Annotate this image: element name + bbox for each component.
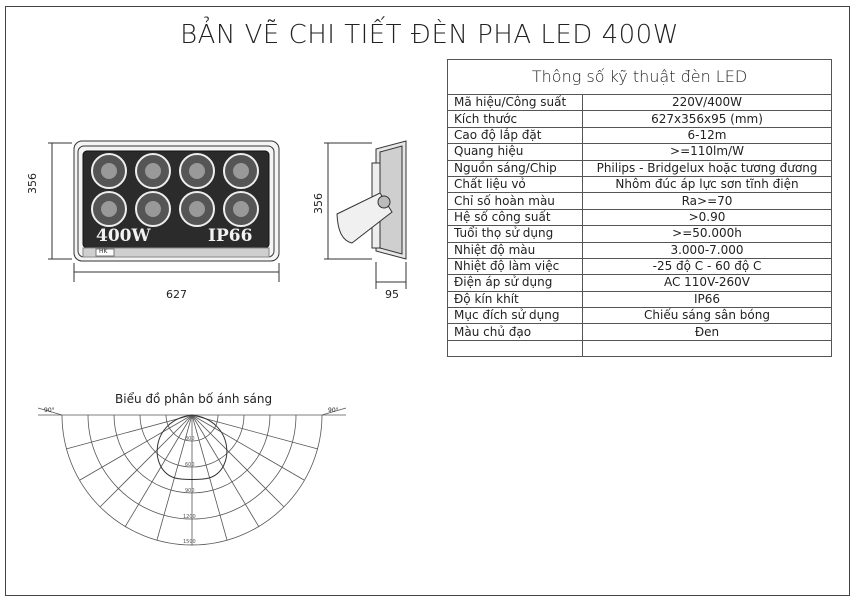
spec-panel <box>447 59 832 346</box>
light-distribution-diagram <box>38 408 346 545</box>
ring-label: 600 <box>185 462 195 468</box>
spec-value: 3.000-7.000 <box>583 242 832 258</box>
spec-value: Ra>=70 <box>583 193 832 209</box>
spec-label: Cao độ lắp đặt <box>448 127 583 143</box>
ring-label: 300 <box>185 436 195 442</box>
light-diagram-title: Biểu đồ phân bố ánh sáng <box>115 392 273 406</box>
spec-row <box>448 144 832 160</box>
angle-right-label: 90° <box>328 407 339 414</box>
badge-power: 400W <box>96 226 151 246</box>
spec-value: 220V/400W <box>583 95 832 111</box>
spec-table <box>447 94 832 357</box>
spec-label: Chỉ số hoàn màu <box>448 193 583 209</box>
spec-value: -25 độ C - 60 độ C <box>583 258 832 274</box>
spec-label: Mã hiệu/Công suất <box>448 95 583 111</box>
spec-value: Chiếu sáng sân bóng <box>583 308 832 324</box>
ring-label: 900 <box>185 488 195 494</box>
spec-row <box>448 127 832 143</box>
side-height-label: 356 <box>312 193 325 214</box>
spec-row <box>448 308 832 324</box>
spec-label: Tuổi thọ sử dụng <box>448 226 583 242</box>
spec-row <box>448 193 832 209</box>
spec-row <box>448 324 832 340</box>
spec-label: Hệ số công suất <box>448 209 583 225</box>
spec-row <box>448 160 832 176</box>
spec-label: Quang hiệu <box>448 144 583 160</box>
spec-label: Chất liệu vỏ <box>448 176 583 192</box>
spec-row <box>448 95 832 111</box>
spec-row <box>448 226 832 242</box>
spec-row <box>448 209 832 225</box>
spec-value: Đen <box>583 324 832 340</box>
spec-label: Kích thước <box>448 111 583 127</box>
spec-label: Mục đích sử dụng <box>448 308 583 324</box>
spec-value: 627x356x95 (mm) <box>583 111 832 127</box>
spec-value: >=50.000h <box>583 226 832 242</box>
spec-row <box>448 176 832 192</box>
spec-row <box>448 111 832 127</box>
spec-value: Nhôm đúc áp lực sơn tĩnh điện <box>583 176 832 192</box>
spec-label: Nhiệt độ màu <box>448 242 583 258</box>
spec-label <box>448 340 583 356</box>
spec-label: Nguồn sáng/Chip <box>448 160 583 176</box>
front-view <box>48 141 279 282</box>
spec-row <box>448 275 832 291</box>
spec-label: Màu chủ đạo <box>448 324 583 340</box>
maker-tag: HK <box>99 248 108 255</box>
spec-value <box>583 340 832 356</box>
spec-value: IP66 <box>583 291 832 307</box>
spec-value: 6-12m <box>583 127 832 143</box>
spec-row <box>448 291 832 307</box>
spec-label: Nhiệt độ làm việc <box>448 258 583 274</box>
spec-row <box>448 258 832 274</box>
side-view <box>324 141 406 289</box>
spec-value: >=110lm/W <box>583 144 832 160</box>
ring-label: 1500 <box>183 539 196 545</box>
badge-ip: IP66 <box>208 226 253 246</box>
spec-value: AC 110V-260V <box>583 275 832 291</box>
spec-label: Độ kín khít <box>448 291 583 307</box>
spec-label: Điện áp sử dụng <box>448 275 583 291</box>
front-width-label: 627 <box>166 288 187 301</box>
ring-label: 1200 <box>183 514 196 520</box>
angle-left-label: 90° <box>44 407 55 414</box>
spec-heading: Thông số kỹ thuật đèn LED <box>447 59 832 94</box>
spec-row <box>448 340 832 356</box>
side-depth-label: 95 <box>385 288 399 301</box>
page-title: BẢN VẼ CHI TIẾT ĐÈN PHA LED 400W <box>180 20 679 50</box>
spec-value: >0.90 <box>583 209 832 225</box>
spec-row <box>448 242 832 258</box>
front-height-label: 356 <box>26 173 39 194</box>
spec-value: Philips - Bridgelux hoặc tương đương <box>583 160 832 176</box>
